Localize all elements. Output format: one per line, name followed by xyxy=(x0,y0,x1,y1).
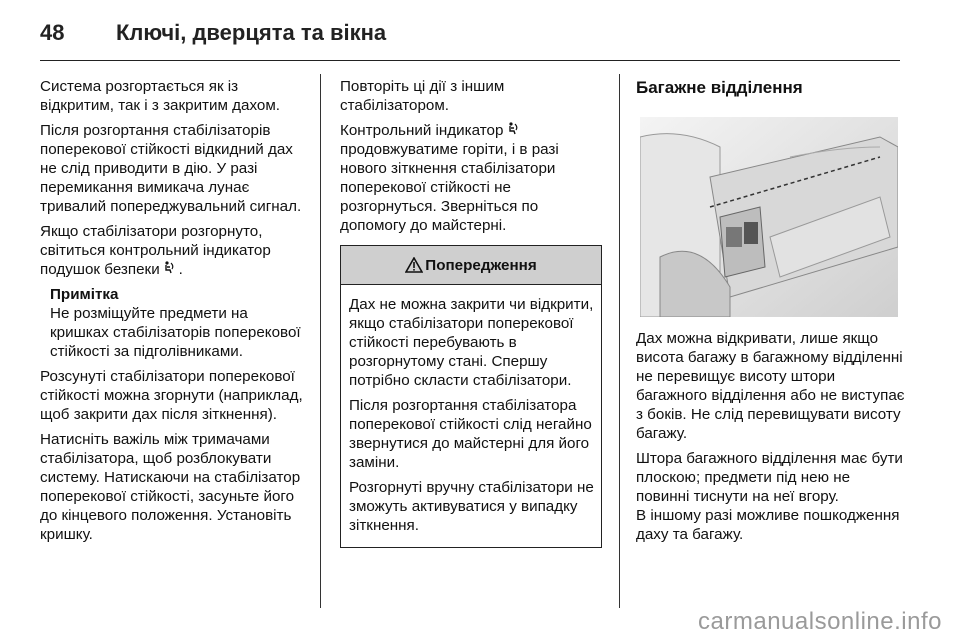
section-title: Багажне відділення xyxy=(636,78,803,97)
note-title: Примітка xyxy=(50,286,119,303)
paragraph: Натисніть важіль між тримачами стабілізатора, щоб розблокувати систему. Натискаючи на стабілізатор поперекової стійкості, засуньте його до кінцевого положення. Установіть кришку. xyxy=(40,431,301,543)
paragraph xyxy=(40,121,308,216)
paragraph-text: Після розгортання стабілізаторів поперекової стійкості відкидний дах не слід приводити в дію. У разі перемикання вимикача лунає тривалий попереджувальний сигнал. xyxy=(40,122,302,215)
warning-paragraph: Дах не можна закрити чи відкрити, якщо стабілізатори поперекової стійкості перебувають в розгорнутому стані. Спершу потрібно скласти стабілізатори. xyxy=(349,296,594,389)
paragraph: Штора багажного відділення має бути плоскою; предмети під нею не повинні тиснути на неї вгору. xyxy=(636,450,903,505)
paragraph xyxy=(40,222,308,279)
note xyxy=(50,285,308,361)
warning-header xyxy=(341,246,601,285)
column-1 xyxy=(40,77,308,550)
header-rule xyxy=(40,60,900,61)
page-header xyxy=(40,18,900,62)
column-divider-2 xyxy=(619,74,620,608)
paragraph: В іншому разі можливе пошкодження даху та багажу. xyxy=(636,507,900,543)
note-text: Не розміщуйте предмети на кришках стабілізаторів поперекової стійкості за підголівниками. xyxy=(50,305,301,360)
warning-triangle-icon xyxy=(405,257,423,273)
warning-title: Попередження xyxy=(425,256,537,274)
warning-body xyxy=(341,285,601,547)
warning-paragraph: Після розгортання стабілізатора поперекової стійкості слід негайно звернутися до майстерні для його заміни. xyxy=(349,397,592,471)
warning-paragraph: Розгорнуті вручну стабілізатори не зможуть активуватися у випадку зіткнення. xyxy=(349,479,594,534)
paragraph xyxy=(340,121,602,235)
paragraph: Система розгортається як із відкритим, так і з закритим дахом. xyxy=(40,78,280,114)
column-2 xyxy=(340,77,602,548)
paragraph: Повторіть ці дії з іншим стабілізатором. xyxy=(340,78,505,114)
trunk-illustration xyxy=(640,117,898,317)
paragraph-text: Якщо стабілізатори розгорнуто, світиться контрольний індикатор подушок безпеки xyxy=(40,223,271,278)
paragraph-text: . xyxy=(178,261,183,278)
page-title: Ключі, дверцята та вікна xyxy=(116,20,387,45)
paragraph-text: продовжуватиме горіти, і в разі нового зіткнення стабілізатори поперекової стійкості не розгорнуться. Зверніться по допомогу до майстерні. xyxy=(340,141,559,234)
page-number: 48 xyxy=(40,20,65,45)
watermark: carmanualsonline.info xyxy=(698,608,942,635)
airbag-indicator-icon xyxy=(164,262,179,277)
paragraph-text: Контрольний індикатор xyxy=(340,122,504,139)
column-divider-1 xyxy=(320,74,321,608)
warning-box xyxy=(340,245,602,548)
column-3 xyxy=(636,77,906,550)
paragraph: Розсунуті стабілізатори поперекової стійкості можна згорнути (наприклад, щоб закрити дах після зіткнення). xyxy=(40,368,303,423)
paragraph: Дах можна відкривати, лише якщо висота багажу в багажному відділенні не перевищує висоту штори багажного відділення або не виступає з боків. Не слід перевищувати висоту багажу. xyxy=(636,330,905,442)
airbag-indicator-icon xyxy=(508,123,519,138)
